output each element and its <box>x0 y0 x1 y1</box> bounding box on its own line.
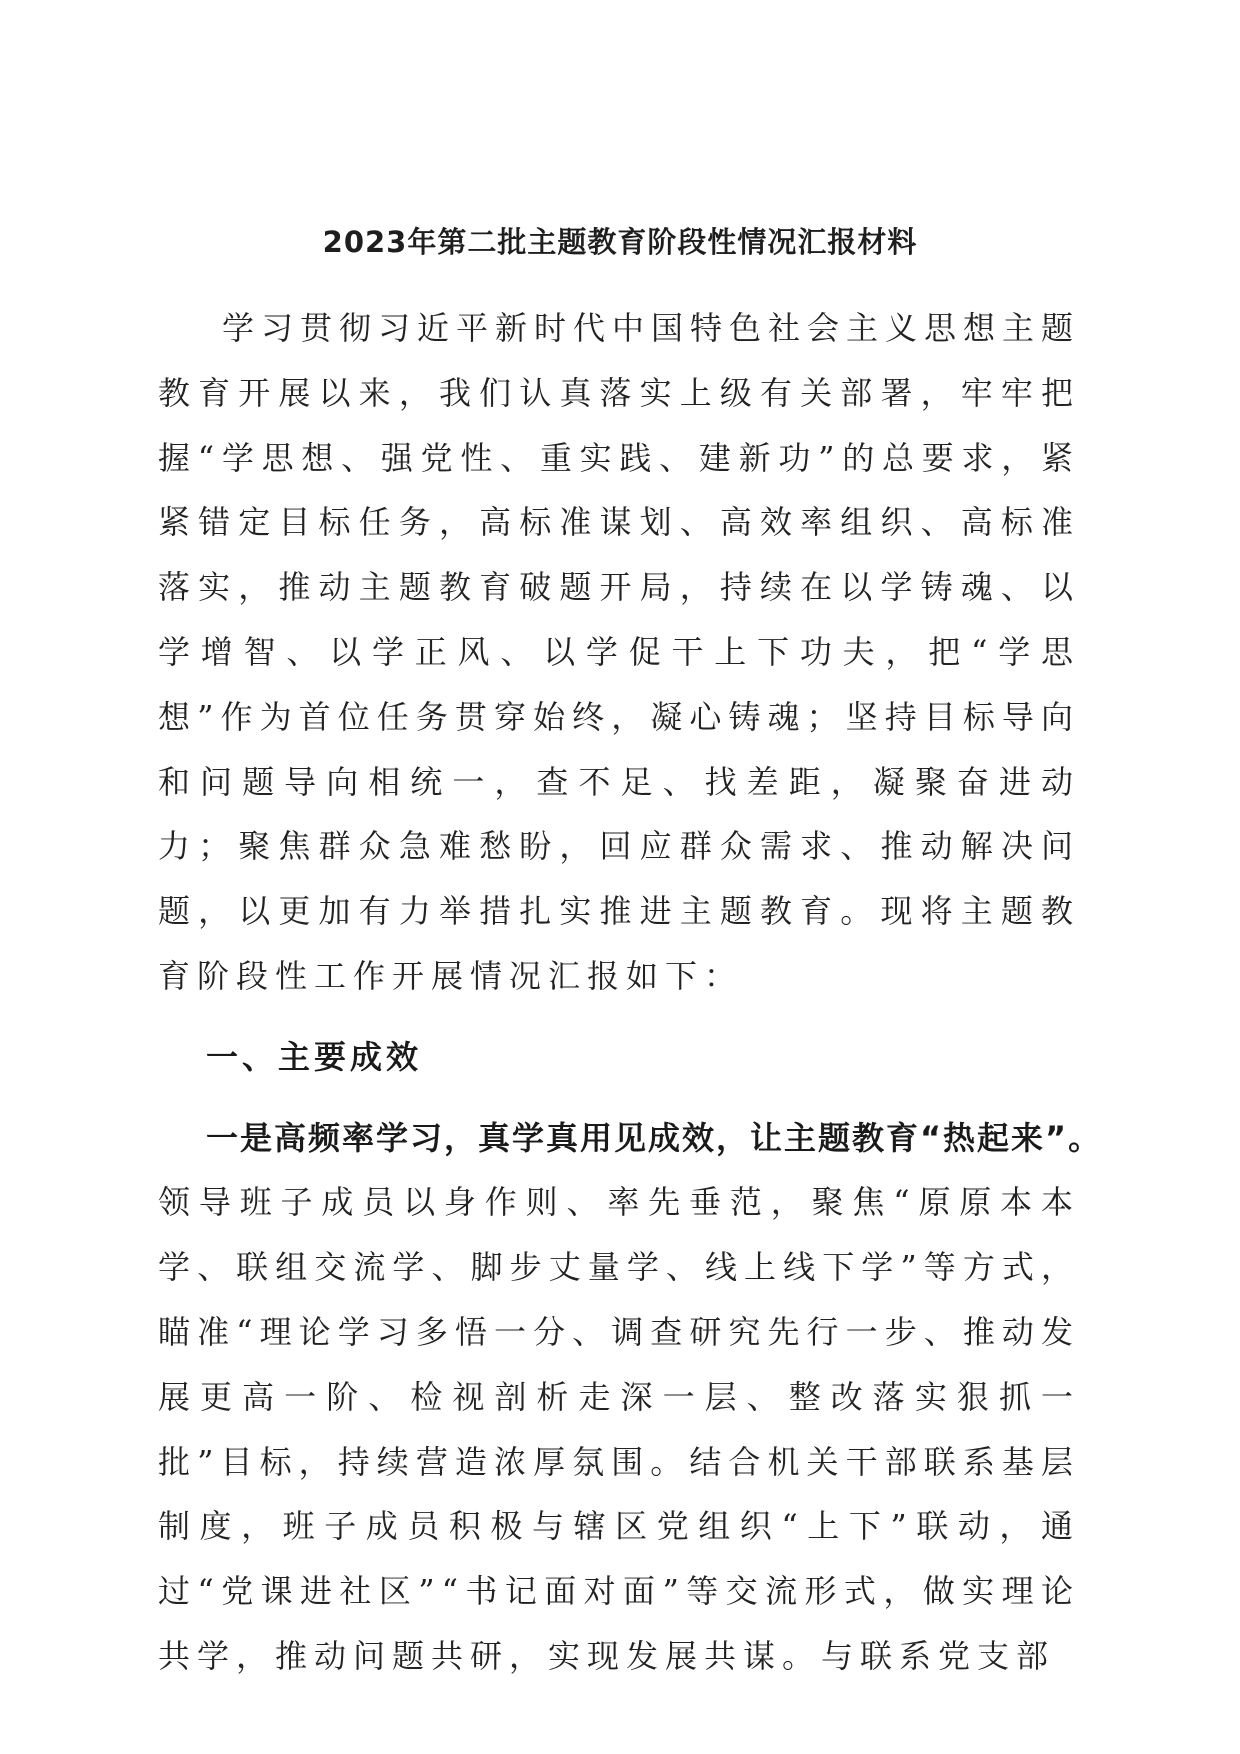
document-body <box>158 296 1103 1689</box>
point-one-lead: 一是高频率学习，真学真用见成效，让主题教育“热起来”。 <box>206 1118 1103 1157</box>
point-one-paragraph <box>158 1106 1103 1689</box>
intro-paragraph: 学习贯彻习近平新时代中国特色社会主义思想主题教育开展以来，我们认真落实上级有关部署，牢牢把握“学思想、强党性、重实践、建新功”的总要求，紧紧错定目标任务，高标准谋划、高效率组织、高标准落实，推动主题教育破题开局，持续在以学铸魂、以学增智、以学正风、以学促干上下功夫，把“学思想”作为首位任务贯穿始终，凝心铸魂；坚持目标导向和问题导向相统一，查不足、找差距，凝聚奋进动力；聚焦群众急难愁盼，回应群众需求、推动解决问题，以更加有力举措扎实推进主题教育。现将主题教育阶段性工作开展情况汇报如下： <box>158 309 1081 995</box>
point-one-body: 领导班子成员以身作则、率先垂范，聚焦“原原本本学、联组交流学、脚步丈量学、线上线下学”等方式，瞄准“理论学习多悟一分、调查研究先行一步、推动发展更高一阶、检视剖析走深一层、整改落实狠抓一批”目标，持续营造浓厚氛围。结合机关干部联系基层制度，班子成员积极与辖区党组织“上下”联动，通过“党课进社区”“书记面对面”等交流形式，做实理论共学，推动问题共研，实现发展共谋。与联系党支部 <box>158 1183 1080 1675</box>
section-heading: 一、主要成效 <box>206 1037 423 1076</box>
document-title: 2023年第二批主题教育阶段性情况汇报材料 <box>322 225 918 259</box>
